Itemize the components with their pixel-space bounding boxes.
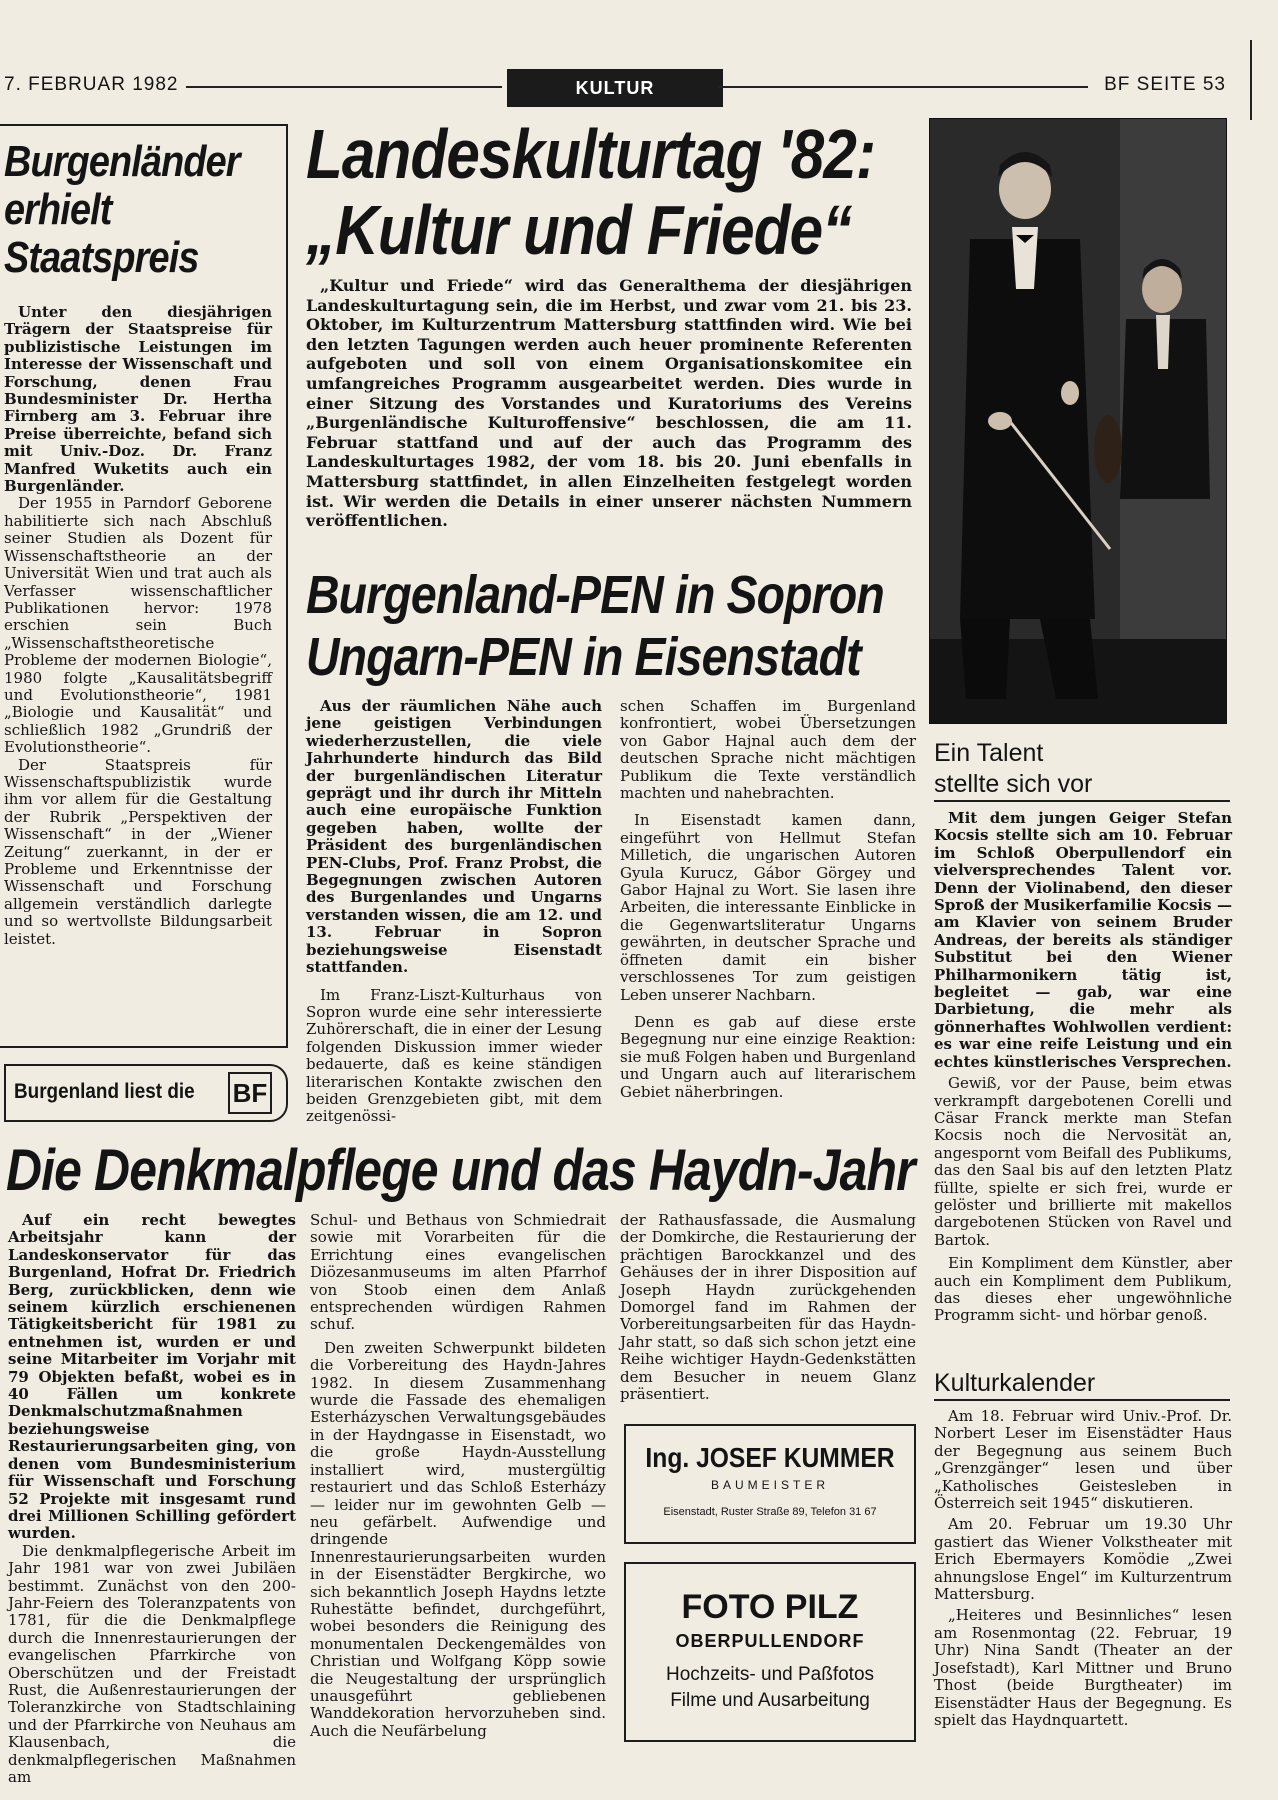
kalender-text (934, 1408, 1232, 1729)
denkmal-column-2 (310, 1212, 606, 1740)
pen-column-1 (306, 698, 602, 1126)
promo-box (4, 1064, 288, 1122)
ad-kummer-address: Eisenstadt, Ruster Straße 89, Telefon 31 67 (663, 1506, 877, 1518)
section-label: KULTUR (575, 78, 655, 98)
ad-pilz-town: OBERPULLENDORF (675, 1631, 865, 1651)
header-rule-left (186, 86, 502, 88)
staatspreis-text (4, 304, 272, 948)
violinist-photo (929, 118, 1227, 724)
kalender-paragraph: Am 18. Februar wird Univ.-Prof. Dr. Norbert Leser im Eisenstädter Haus der Begegnung aus seinem Buch „Grenzgänger“ lesen und über „Katholisches Geistesleben in Österreich seit 1945“ diskutieren. (934, 1407, 1232, 1513)
ad-kummer-name: Ing. JOSEF KUMMER (645, 1442, 895, 1473)
bf-logo: BF (228, 1072, 272, 1114)
landeskultur-title-line: „Kultur und Friede“ (306, 191, 852, 269)
staatspreis-headline (4, 138, 278, 282)
talent-title-line: stellte sich vor (934, 770, 1093, 798)
staatspreis-paragraph: Der 1955 in Parndorf Geborene habilitierte sich nach Abschluß seiner Studien als Dozent für Wissenschaftstheorie an der Universität Wien und trat auch als Verfasser wissenschaftlicher Publikationen hervor: 1978 erschien sein Buch „Wissenschaftstheoretische Probleme der modernen Biologie“, 1980 folgte „Kausalitätsbegriff und Evolutionstheorie“, 1981 „Biologie und Kausalität“ und schließlich 1982 „Grundriß der Evolutionstheorie“. (4, 494, 272, 757)
landeskultur-headline (306, 116, 968, 268)
pen-paragraph: In Eisenstadt kamen dann, eingeführt von Hellmut Stefan Milletich, die ungarischen Autoren Gyula Kurucz, Gábor Görgey und Gabor Hajnal zu Wort. Sie lasen ihre Arbeiten, die interessante Einblicke in die Gegenwartsliteratur Ungarns gewährten, in deutscher Sprache und öffneten damit ein bisher verschlossenes Tor zum geistigen Leben unserer Nachbarn. (620, 811, 916, 1004)
ad-pilz-line: Hochzeits- und Paßfotos (665, 1664, 875, 1685)
denkmal-paragraph: Den zweiten Schwerpunkt bildeten die Vorbereitung des Haydn-Jahres 1982. In diesem Zusammenhang wurde die Fassade des ehemaligen Esterházyschen Verwaltungsgebäudes in der Haydngasse in Eisenstadt, wo die große Haydn-Ausstellung installiert wird, mustergültig restauriert und das Schloß Esterházy — leider nur im gewohnten Gelb — neu gefärbelt. Aufwendige und dringende Innenrestaurierungsarbeiten wurden in der Eisenstädter Bergkirche, wo sich bekanntlich Joseph Haydns letzte Ruhestätte befindet, durchgeführt, wobei besonders die Reinigung des monumentalen Deckengemäldes von Christian und Wolfgang Köpp sowie die Neugestaltung der ursprünglich unausgeführt gebliebenen Wanddekoration hervorzuheben sind. Auch die Neufärbelung (310, 1338, 606, 1740)
pen-title-line: Burgenland-PEN in Sopron (306, 565, 884, 625)
denkmal-title: Die Denkmalpflege und das Haydn-Jahr (6, 1138, 915, 1203)
landeskultur-lead: „Kultur und Friede“ wird das Generalthema der diesjährigen Landeskulturtagung sein, die im Herbst, und zwar vom 21. bis 23. Oktober, im Kulturzentrum Mattersburg stattfinden wird. Wie bei den letzten Tagungen werden auch heuer prominente Referenten aufgeboten und soll von einem Organisationskomitee ein umfangreiches Programm ausgearbeitet werden. Dies wurde in einer Sitzung des Vorstandes und Kuratoriums des Vereins „Burgenländische Kulturoffensive“ beschlossen, die am 11. Februar stattfand und auf der auch das Programm des Landeskulturtages 1982, der vom 18. bis 20. Juni ebenfalls in Mattersburg stattfindet, in allen Einzelheiten festgelegt worden ist. Wir werden die Details in einer unserer nächsten Nummern veröffentlichen. (306, 276, 912, 531)
issue-date: 7. FEBRUAR 1982 (4, 74, 179, 95)
staatspreis-title-line: erhielt (4, 185, 112, 234)
landeskultur-title-line: Landeskulturtag '82: (306, 115, 876, 193)
pen-title-line: Ungarn-PEN in Eisenstadt (306, 627, 861, 687)
staatspreis-paragraph: Der Staatspreis für Wissenschaftspublizistik wurde ihm vor allem für die Gestaltung der Rubrik „Perspektiven der Wissenschaft“ in der „Wiener Zeitung“ zuerkannt, in der er Probleme und Erkenntnisse der Wissenschaft und Forschung allgemein verständlich darlegte und so wertvollste Bildungsarbeit leistet. (4, 755, 272, 948)
talent-paragraph: Gewiß, vor der Pause, beim etwas verkrampft dargebotenen Corelli und Cäsar Franck merkte man Stefan Kocsis noch die Nervosität an, angespornt vom Beifall des Publikums, das den Saal bis auf den letzten Platz füllte, spielte er sich frei, wurde er gelöster und brillierte mit makellos dargebotenen Stücken von Ravel und Bartok. (934, 1074, 1232, 1249)
denkmal-paragraph: Schul- und Bethaus von Schmiedrait sowie mit Vorarbeiten für die Errichtung eines evangelischen Diözesanmuseums im alten Pfarrhof von Stoob einen dem Anlaß entsprechenden würdigen Rahmen schuf. (310, 1211, 606, 1334)
section-badge (508, 70, 722, 106)
staatspreis-title-line: Burgenländer (4, 137, 240, 186)
denkmal-column-1 (8, 1212, 296, 1786)
pen-headline (306, 564, 978, 688)
staatspreis-title-line: Staatspreis (4, 233, 199, 282)
denkmal-paragraph: der Rathausfassade, die Ausmalung der Domkirche, die Restaurierung der prächtigen Barockkanzel und des Gehäuses der in ihrer Disposition auf Joseph Haydn zurückgehenden Domorgel fand im Rahmen der Vorbereitungsarbeiten für das Haydn-Jahr statt, so daß sich schon jetzt eine Reihe wichtiger Haydn-Gedenkstätten dem Besucher in neuem Glanz präsentiert. (620, 1211, 916, 1404)
promo-text: Burgenland liest die (14, 1080, 195, 1103)
page-number: BF SEITE 53 (1104, 74, 1226, 95)
denkmal-column-3 (620, 1212, 916, 1403)
kalender-paragraph: „Heiteres und Besinnliches“ lesen am Rosenmontag (22. Februar, 19 Uhr) Nina Sandt (Theater an der Josefstadt), Karl Mittner und Bruno Thost (beide Burgtheater) im Eisenstädter Haus der Begegnung. Es spielt das Haydnquartett. (934, 1606, 1232, 1729)
pen-paragraph: Denn es gab auf diese erste Begegnung nur eine einzige Reaktion: sie muß Folgen haben und Burgenland und Ungarn auch auf literarischem Gebiet näherbringen. (620, 1012, 916, 1101)
staatspreis-article (0, 124, 288, 1048)
ad-foto-pilz (624, 1562, 916, 1742)
landeskultur-text (306, 276, 912, 531)
talent-headline (934, 738, 1230, 802)
pen-paragraph: Im Franz-Liszt-Kulturhaus von Sopron wurde eine sehr interessierte Zuhörerschaft, die in einer der Lesung folgenden Diskussion immer wieder bedauerte, daß es keine ständigen literarischen Kontakte zwischen den beiden Grenzgebieten gibt, mit dem zeitgenössi- (306, 985, 602, 1126)
kalender-paragraph: Am 20. Februar um 19.30 Uhr gastiert das Wiener Volkstheater mit Erich Ebermayers Komödie „Zwei ahnungslose Engel“ im Kulturzentrum Mattersburg. (934, 1515, 1232, 1604)
denkmal-headline (6, 1138, 1063, 1204)
pen-paragraph: schen Schaffen im Burgenland konfrontiert, wobei Übersetzungen von Gabor Hajnal auch dem der deutschen Sprache nicht mächtigen Publikum die Texte verständlich machten und nahebrachten. (620, 697, 916, 803)
talent-paragraph: Ein Kompliment dem Künstler, aber auch ein Kompliment dem Publikum, das dieses eher ungewöhnliche Programm sicht- und hörbar genoß. (934, 1254, 1232, 1325)
violinist-illustration (930, 119, 1226, 723)
kalender-title: Kulturkalender (934, 1369, 1096, 1397)
margin-rule (1250, 40, 1252, 120)
denkmal-paragraph: Die denkmalpflegerische Arbeit im Jahr 1981 war von zwei Jubiläen bestimmt. Zunächst von den 200-Jahr-Feiern des Toleranzpatents von 1781, für die die Denkmalpflege durch die Innenrestaurierungen der evangelischen Pfarrkirche von Oberschützen und der Freistadt Rust, die Außenrestaurierungen der Toleranzkirche von Stadtschlaining und der Pfarrkirche von Neuhaus am Klausenbach, die denkmalpflegerischen Maßnahmen am (8, 1541, 296, 1786)
talent-text (934, 810, 1232, 1325)
ad-pilz-name: FOTO PILZ (681, 1588, 859, 1626)
ad-josef-kummer (624, 1424, 916, 1544)
pen-lead: Aus der räumlichen Nähe auch jene geistigen Verbindungen wiederherzustellen, die viele Jahrhunderte hindurch das Bild der burgenländischen Literatur geprägt und ihr durch ihr Mitteln auch eine europäische Funktion gegeben haben, wollte der Präsident des burgenländischen PEN-Clubs, Prof. Franz Probst, die Begegnungen zwischen Autoren des Burgenlandes und Ungarns verstanden wissen, die am 12. und 13. Februar in Sopron beziehungsweise Eisenstadt stattfanden. (306, 697, 602, 977)
ad-kummer-role: BAUMEISTER (710, 1478, 829, 1492)
header-rule-right (718, 86, 1088, 88)
staatspreis-lead: Unter den diesjährigen Trägern der Staatspreise für publizistische Leistungen im Interesse der Wissenschaft und Forschung, denen Frau Bundesminister Dr. Hertha Firnberg am 3. Februar ihre Preise überreichte, befand sich mit Univ.-Doz. Dr. Franz Manfred Wuketits auch ein Burgenländer. (4, 303, 272, 496)
denkmal-lead: Auf ein recht bewegtes Arbeitsjahr kann der Landeskonservator für das Burgenland, Hofrat Dr. Friedrich Berg, zurückblicken, denn wie seinem kürzlich erschienenen Tätigkeitsbericht für 1981 zu entnehmen ist, wurden er und seine Mitarbeiter im Vorjahr mit 79 Objekten befaßt, wobei es in 40 Fällen um konkrete Denkmalschutzmaßnahmen beziehungsweise Restaurierungsarbeiten ging, von denen vom Bundesministerium für Wissenschaft und Forschung 52 Projekte mit insgesamt rund drei Millionen Schilling gefördert wurden. (8, 1211, 296, 1543)
talent-lead: Mit dem jungen Geiger Stefan Kocsis stellte sich am 10. Februar im Schloß Oberpullendorf ein vielversprechendes Talent vor. Denn der Violinabend, den dieser Sproß der Musikerfamilie Kocsis — am Klavier von seinem Bruder Andreas, der bereits als ständiger Substitut bei den Wiener Philharmonikern tätig ist, begleitet — gab, war eine Darbietung, die mehr als gönnerhaftes Wohlwollen verdient: es war eine reife Leistung und ein echtes künstlerisches Versprechen. (934, 809, 1232, 1071)
kalender-headline (934, 1368, 1230, 1401)
page-header (0, 68, 1278, 108)
pen-column-2 (620, 698, 916, 1101)
talent-title-line: Ein Talent (934, 739, 1044, 767)
ad-pilz-line: Filme und Ausarbeitung (670, 1690, 870, 1711)
